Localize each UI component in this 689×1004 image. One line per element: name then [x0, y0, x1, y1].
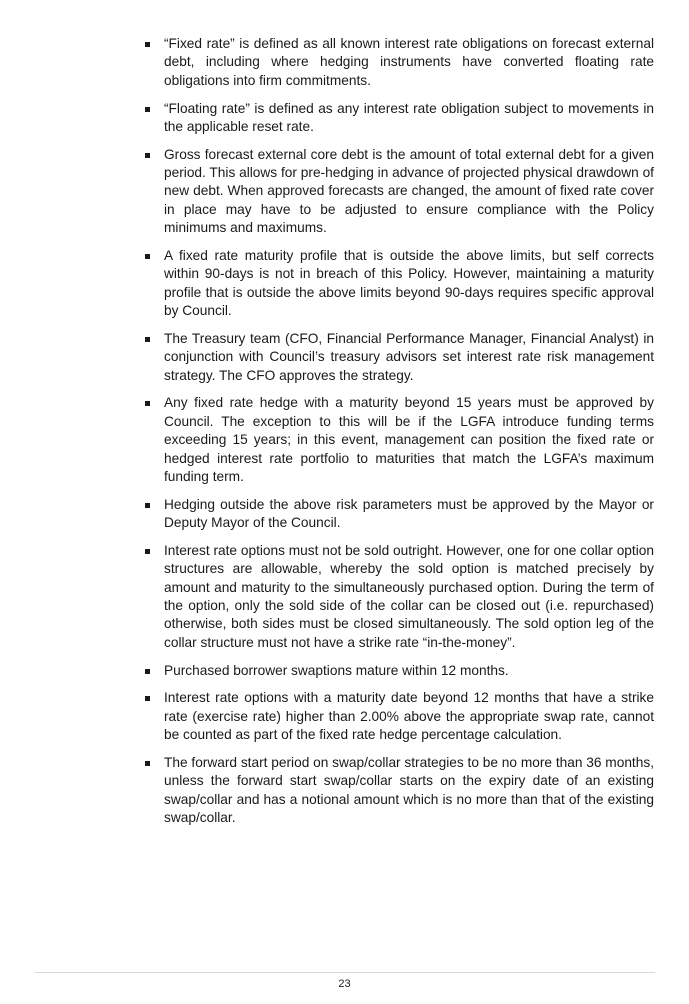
- bullet-text: “Fixed rate” is defined as all known interest rate obligations on forecast external debt, including where hedging instruments have converted floating rate obligations into firm commitments.: [164, 36, 654, 88]
- square-bullet-icon: [145, 669, 150, 674]
- square-bullet-icon: [145, 761, 150, 766]
- bullet-text: Purchased borrower swaptions mature within 12 months.: [164, 662, 509, 678]
- square-bullet-icon: [145, 696, 150, 701]
- bullet-text: Interest rate options with a maturity date beyond 12 months that have a strike rate (exercise rate) higher than 2.00% above the appropriate swap rate, cannot be counted as part of the fixed rate hedge percentage calculation.: [164, 690, 654, 743]
- list-item: [144, 330, 654, 385]
- list-item: [144, 146, 654, 238]
- square-bullet-icon: [145, 107, 150, 112]
- bullet-text: A fixed rate maturity profile that is outside the above limits, but self corrects within 90-days is not in breach of this Policy. However, maintaining a maturity profile that is outside the above limits beyond 90-days requires specific approval by Council.: [164, 247, 654, 319]
- square-bullet-icon: [145, 549, 150, 554]
- bullet-text: The forward start period on swap/collar strategies to be no more than 36 months, unless the forward start swap/collar starts on the expiry date of an existing swap/collar and has a notional amount which is no more than that of the existing swap/collar.: [164, 754, 654, 825]
- page-number: 23: [338, 978, 351, 990]
- bullet-text: Hedging outside the above risk parameters must be approved by the Mayor or Deputy Mayor of the Council.: [164, 496, 654, 531]
- list-item: [144, 662, 654, 680]
- footer-divider: [35, 972, 655, 973]
- list-item: [144, 689, 654, 744]
- bullet-text: “Floating rate” is defined as any interest rate obligation subject to movements in the applicable reset rate.: [164, 100, 654, 134]
- list-item: [144, 496, 654, 533]
- bullet-text: Interest rate options must not be sold outright. However, one for one collar option structures are allowable, whereby the sold option is matched precisely by amount and maturity to the simultaneously purchased option. During the term of the option, only the sold side of the collar can be closed out (i.e. repurchased) otherwise, both sides must be closed simultaneously. The sold option leg of the collar structure must not have a strike rate “in-the-money”.: [164, 542, 654, 650]
- bullet-text: Gross forecast external core debt is the amount of total external debt for a given period. This allows for pre-hedging in advance of projected physical drawdown of new debt. When approved forecasts are changed, the amount of fixed rate cover in place may have to be adjusted to ensure compliance with the Policy minimums and maximums.: [164, 146, 654, 236]
- square-bullet-icon: [145, 337, 150, 342]
- list-item: [144, 542, 654, 652]
- square-bullet-icon: [145, 503, 150, 508]
- list-item: [144, 247, 654, 321]
- square-bullet-icon: [145, 42, 150, 47]
- bullet-text: The Treasury team (CFO, Financial Performance Manager, Financial Analyst) in conjunction with Council’s treasury advisors set interest rate risk management strategy. The CFO approves the strategy.: [164, 330, 654, 383]
- square-bullet-icon: [145, 254, 150, 259]
- list-item: [144, 100, 654, 137]
- bullet-list: [144, 35, 654, 837]
- bullet-text: Any fixed rate hedge with a maturity beyond 15 years must be approved by Council. The exception to this will be if the LGFA introduce funding terms exceeding 15 years; in this event, management can position the fixed rate or hedged interest rate portfolio to maturities that match the LGFA’s maximum funding term.: [164, 395, 654, 485]
- list-item: [144, 754, 654, 828]
- square-bullet-icon: [145, 153, 150, 158]
- square-bullet-icon: [145, 401, 150, 406]
- list-item: [144, 394, 654, 486]
- list-item: [144, 35, 654, 90]
